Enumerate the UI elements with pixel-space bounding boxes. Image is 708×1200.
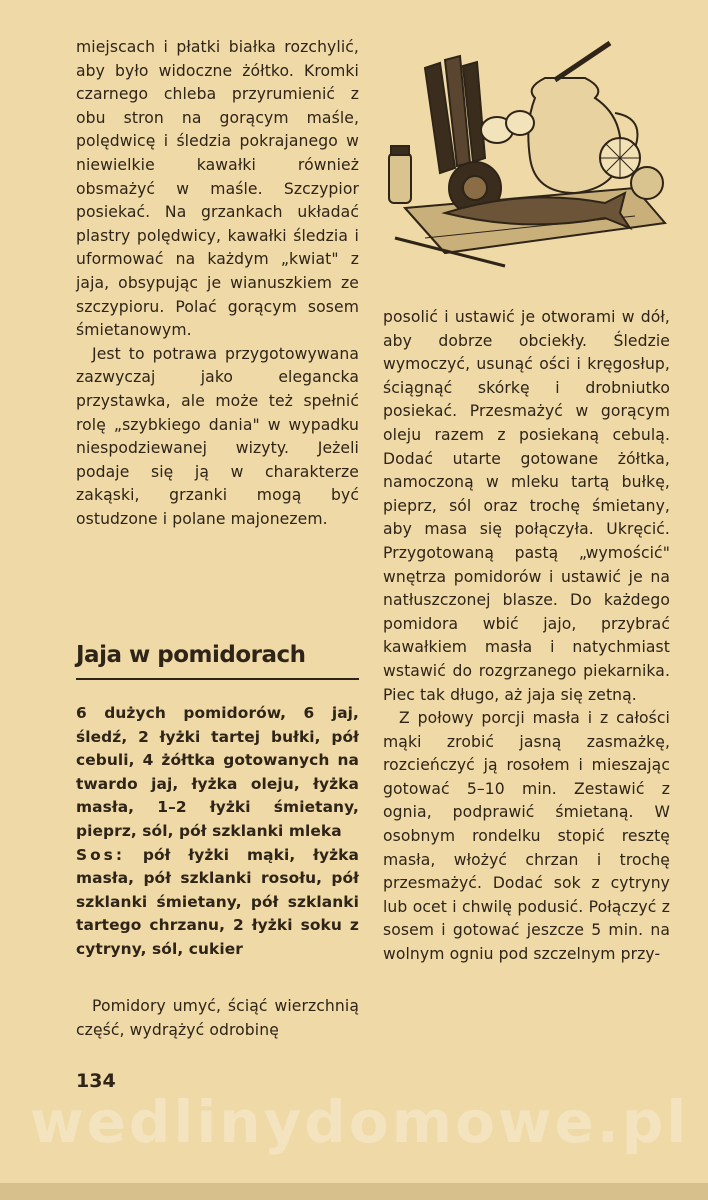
- food-illustration: [385, 38, 675, 268]
- right-paragraph-2: Z połowy porcji masła i z całości mąki zrobić jasną zasmażkę, rozcieńczyć ją rosołem i mieszając gotować 5–10 min. Zestawić z ognia, podprawić śmietaną. W osobnym rondelku stopić resztę masła, włożyć chrzan i trochę przesmażyć. Dodać sok z cytryny lub ocet i chwilę podusić. Połączyć z sosem i gotować jeszcze 5 min. na wolnym ogniu pod szczelnym przy-: [383, 709, 670, 964]
- recipe-heading: [76, 640, 359, 680]
- page-edge: [0, 1183, 708, 1200]
- recipe-title: Jaja w pomidorach: [76, 642, 306, 668]
- right-column: [383, 306, 670, 967]
- page-number: 134: [76, 1070, 116, 1092]
- watermark: wedlinydomowe.pl: [30, 1088, 690, 1156]
- sauce-label: Sos:: [76, 845, 125, 864]
- left-paragraph-1: miejscach i płatki białka rozchylić, aby było widoczne żółtko. Kromki czarnego chleba przyrumienić z obu stron na gorącym maśle, polędwicę i śledzia pokrajanego w niewielkie kawałki również obsmażyć w maśle. Szczypior posiekać. Na grzankach układać plastry polędwicy, kawałki śledzia i uformować na każdym „kwiat" z jaja, obsypując je wianuszkiem ze szczypioru. Polać gorącym sosem śmietanowym.: [76, 38, 359, 340]
- ingredients-list: 6 dużych pomidorów, 6 jaj, śledź, 2 łyżki tartej bułki, pół cebuli, 4 żółtka gotowanych na twardo jaj, łyżka oleju, łyżka masła, 1–2 łyżki śmietany, pieprz, sól, pół szklanki mleka: [76, 704, 359, 840]
- right-paragraph-1: posolić i ustawić je otworami w dół, aby dobrze obciekły. Śledzie wymoczyć, usunąć ości i kręgosłup, ściągnąć skórkę i drobniutko posiekać. Przesmażyć w gorącym oleju razem z posiekaną cebulą. Dodać utarte gotowane żółtka, namoczoną w mleku tartą bułkę, pieprz, sól oraz trochę śmietany, aby masa się połączyła. Ukręcić. Przygotowaną pastą „wymościć" wnętrza pomidorów i ustawić je na natłuszczonej blasze. Do każdego pomidora wbić jajo, przybrać kawałkiem masła i natychmiast wstawić do rozgrzanego piekarnika. Piec tak długo, aż jaja się zetną.: [383, 308, 670, 704]
- instructions-start: Pomidory umyć, ściąć wierzchnią część, wydrążyć odrobinę: [76, 997, 359, 1039]
- instructions-start-block: [76, 995, 359, 1042]
- sauce-ingredients-line: [76, 844, 359, 962]
- sauce-ingredients: pół łyżki mąki, łyżka masła, pół szklanki rosołu, pół szklanki śmietany, pół szklanki tartego chrzanu, 2 łyżki soku z cytryny, sól, cukier: [76, 845, 359, 958]
- illustration-bread: [425, 56, 485, 173]
- ingredients-block: [76, 702, 359, 962]
- left-paragraph-2: Jest to potrawa przygotowywana zazwyczaj jako elegancka przystawka, ale może też spełnić rolę „szybkiego dania" w wypadku niespodziewanej wizyty. Jeżeli podaje się ją w charakterze zakąski, grzanki mogą być ostudzone i polane majonezem.: [76, 344, 359, 528]
- title-underline: [76, 678, 359, 680]
- illustration-shaker: [389, 146, 411, 203]
- left-column: [76, 36, 359, 531]
